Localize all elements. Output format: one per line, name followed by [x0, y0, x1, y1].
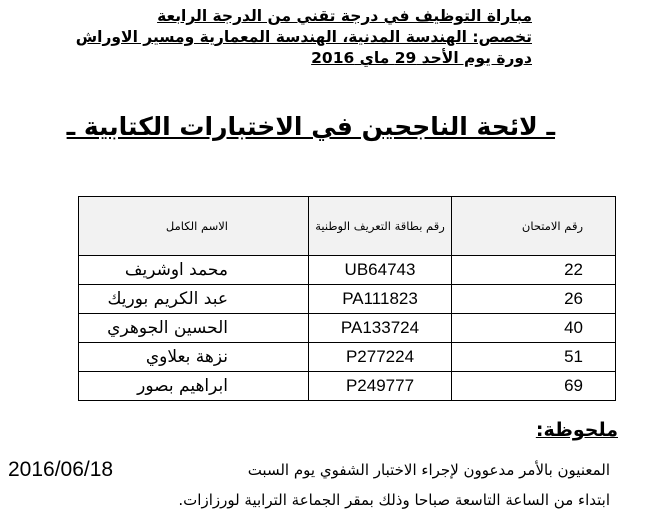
cell-exam-number: 51 — [452, 343, 616, 372]
header-line-session: دورة يوم الأحد 29 ماي 2016 — [311, 49, 532, 67]
cell-full-name: محمد اوشريف — [79, 256, 309, 285]
note-label: ملحوظة: — [535, 419, 618, 441]
table-row — [79, 314, 616, 343]
note-text-line-2: ابتداء من الساعة التاسعة صباحا وذلك بمقر الجماعة الترابية لورزازات. — [178, 491, 610, 509]
cell-full-name: عبد الكريم بوريك — [79, 285, 309, 314]
cell-exam-number: 22 — [452, 256, 616, 285]
header-exam-number: رقم الامتحان — [452, 197, 616, 256]
cell-cin: UB64743 — [309, 256, 452, 285]
cell-exam-number: 26 — [452, 285, 616, 314]
header-line-specialty: تخصص: الهندسة المدنية، الهندسة المعمارية ومسير الاوراش — [75, 28, 532, 46]
note-text-line-1: المعنيون بالأمر مدعوون لإجراء الاختبار الشفوي يوم السبت — [247, 461, 610, 479]
cell-full-name: ابراهيم بصور — [79, 372, 309, 401]
results-table — [78, 196, 616, 401]
list-title: ـ لائحة الناجحين في الاختبارات الكتابية ـ — [66, 112, 555, 141]
table-row — [79, 285, 616, 314]
cell-cin: PA111823 — [309, 285, 452, 314]
cell-exam-number: 69 — [452, 372, 616, 401]
header-line-competition: مباراة التوظيف في درجة تقني من الدرجة الرابعة — [157, 7, 532, 25]
header-full-name: الاسم الكامل — [79, 197, 309, 256]
table-header-row — [79, 197, 616, 256]
table-row — [79, 343, 616, 372]
cell-cin: P277224 — [309, 343, 452, 372]
cell-exam-number: 40 — [452, 314, 616, 343]
document-header — [76, 6, 532, 69]
cell-full-name: الحسين الجوهري — [79, 314, 309, 343]
table-row — [79, 256, 616, 285]
table-row — [79, 372, 616, 401]
cell-cin: PA133724 — [309, 314, 452, 343]
note-date: 2016/06/18 — [8, 458, 114, 481]
cell-full-name: نزهة بعلاوي — [79, 343, 309, 372]
cell-cin: P249777 — [309, 372, 452, 401]
header-cin: رقم بطاقة التعريف الوطنية — [309, 197, 452, 256]
